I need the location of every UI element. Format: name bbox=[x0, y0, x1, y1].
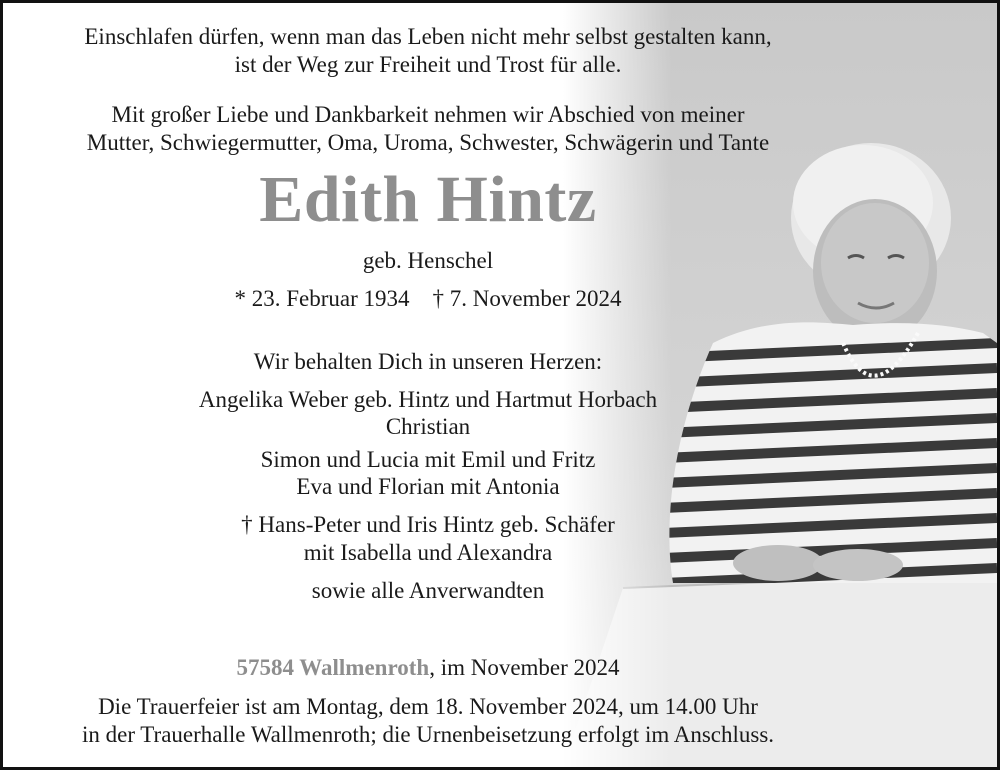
maiden-name: geb. Henschel bbox=[362, 248, 494, 273]
place: 57584 Wallmenroth bbox=[236, 655, 430, 680]
mourner-line-5: † Hans-Peter und Iris Hintz geb. Schäfer bbox=[241, 512, 615, 537]
mourner-line-1: Angelika Weber geb. Hintz und Hartmut Horbach bbox=[198, 387, 658, 412]
mourner-line-3: Simon und Lucia mit Emil und Fritz bbox=[260, 447, 596, 472]
motto-line-2: ist der Weg zur Freiheit und Trost für alle. bbox=[234, 52, 622, 77]
mourner-line-2: Christian bbox=[385, 414, 471, 439]
mourners-intro: Wir behalten Dich in unseren Herzen: bbox=[253, 349, 603, 374]
life-dates: * 23. Februar 1934 † 7. November 2024 bbox=[234, 286, 622, 311]
mourner-line-4: Eva und Florian mit Antonia bbox=[296, 474, 560, 499]
date: , im November 2024 bbox=[429, 655, 620, 680]
motto-line-1: Einschlafen dürfen, wenn man das Leben nicht mehr selbst gestalten kann, bbox=[84, 24, 772, 49]
ceremony-line-2: in der Trauerhalle Wallmenroth; die Urnenbeisetzung erfolgt im Anschluss. bbox=[81, 722, 775, 747]
place-date-line bbox=[236, 654, 619, 682]
mourner-line-7: sowie alle Anverwandten bbox=[311, 578, 545, 603]
intro-line-2: Mutter, Schwiegermutter, Oma, Uroma, Schwester, Schwägerin und Tante bbox=[86, 130, 770, 155]
mourner-line-6: mit Isabella und Alexandra bbox=[303, 540, 553, 565]
text-layer bbox=[3, 3, 997, 767]
deceased-name: Edith Hintz bbox=[259, 163, 597, 236]
ceremony-line-1: Die Trauerfeier ist am Montag, dem 18. November 2024, um 14.00 Uhr bbox=[98, 694, 758, 719]
intro-line-1: Mit großer Liebe und Dankbarkeit nehmen wir Abschied von meiner bbox=[111, 102, 745, 127]
